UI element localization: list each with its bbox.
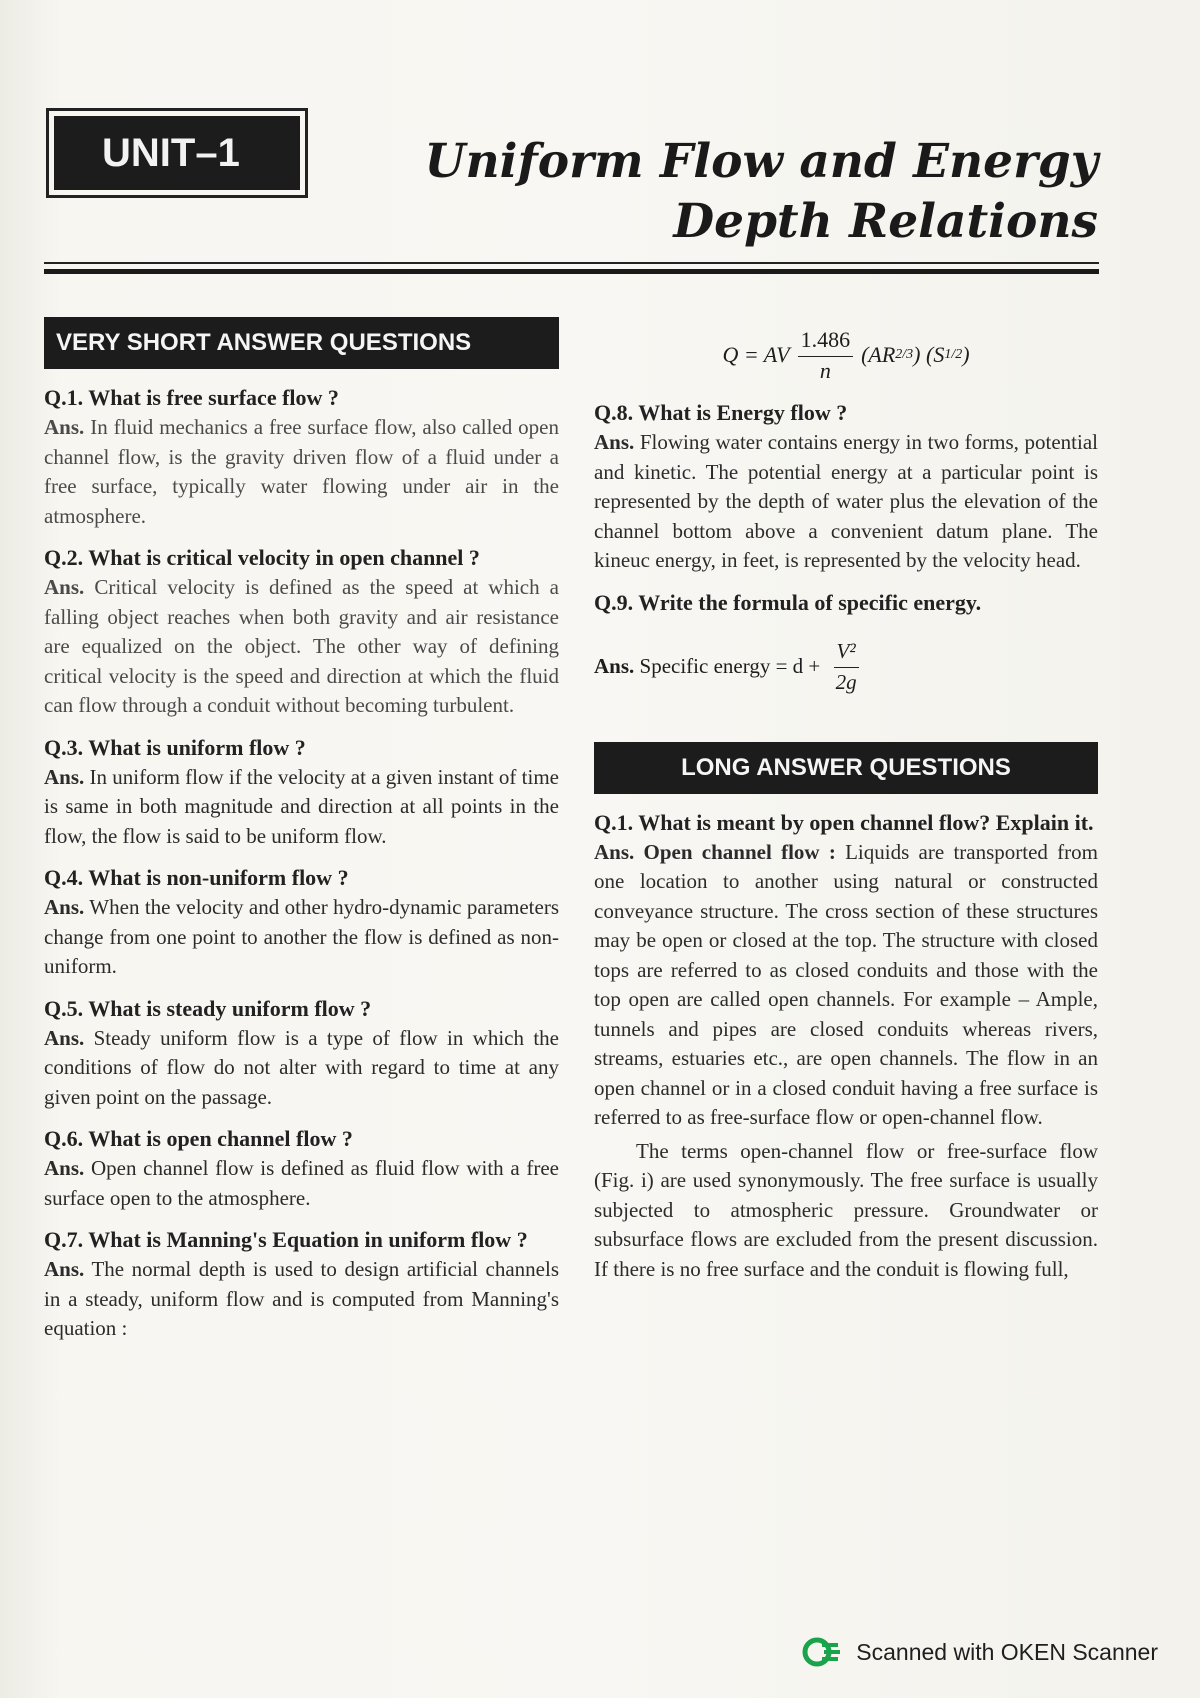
- qa-item: [44, 383, 559, 531]
- chapter-title: [398, 132, 1098, 252]
- qa-item: [594, 398, 1098, 576]
- answer-lead: Ans.: [594, 654, 635, 678]
- fraction-numerator: V²: [834, 637, 859, 668]
- manning-fraction: [798, 326, 854, 385]
- manning-denominator: n: [819, 357, 831, 383]
- qa-item: [594, 808, 1098, 1285]
- question: Q.8. What is Energy flow ?: [594, 400, 848, 425]
- scanner-logo-icon: [802, 1635, 842, 1669]
- question: Q.2. What is critical velocity in open channel ?: [44, 545, 480, 570]
- very-short-heading: VERY SHORT ANSWER QUESTIONS: [44, 317, 559, 369]
- left-column: [44, 317, 559, 1356]
- unit-label: UNIT–1: [54, 116, 300, 190]
- chapter-title-line2: Depth Relations: [673, 194, 1098, 249]
- qa-item: [44, 863, 559, 982]
- question: Q.3. What is uniform flow ?: [44, 734, 306, 760]
- qa-item: [44, 733, 559, 852]
- chapter-title-line1: Uniform Flow and Energy: [424, 134, 1098, 189]
- question: Q.7. What is Manning's Equation in uniform flow ?: [44, 1227, 528, 1252]
- fraction-denominator: 2g: [835, 670, 857, 694]
- answer: Ans. Flowing water contains energy in two forms, potential and kinetic. The potential energy at a particular point is represented by the depth of water plus the elevation of the channel bottom above a convenient datum plane. The kineuc energy, in feet, is represented by the velocity head.: [594, 430, 1098, 572]
- answer: Ans. In uniform flow if the velocity at a given instant of time is same in both magnitude and direction at all points in the flow, the flow is said to be uniform flow.: [44, 764, 559, 848]
- title-divider: [44, 262, 1099, 274]
- answer: Ans. Steady uniform flow is a type of flow in which the conditions of flow do not alter with regard to time at any given point on the passage.: [44, 1025, 559, 1109]
- answer: Ans. Critical velocity is defined as the speed at which a falling object reaches when both gravity and air resistance are equalized on the object. The other way of defining critical velocity is the speed and direction at which the fluid can flow through a conduit without becoming turbulent.: [44, 575, 559, 717]
- specific-energy-formula: [594, 628, 1098, 706]
- answer-text: Specific energy = d +: [634, 654, 826, 678]
- specific-energy-fraction: [834, 637, 859, 696]
- scanner-watermark: [802, 1635, 1158, 1669]
- answer: Ans. In fluid mechanics a free surface flow, also called open channel flow, is the gravity driven flow of a fluid under a free surface, typically water flowing under air in the atmosphere.: [44, 415, 559, 528]
- qa-item: [44, 1124, 559, 1213]
- qa-item: [44, 543, 559, 721]
- right-column: [594, 322, 1098, 1296]
- question: Q.9. Write the formula of specific energy.: [594, 589, 982, 615]
- answer-paragraph: The terms open-channel flow or free-surface flow (Fig. i) are used synonymously. The free surface is usually subjected to atmospheric pressure. Groundwater or subsurface flows are excluded from the present discussion. If there is no free surface and the conduit is flowing full,: [594, 1138, 1098, 1281]
- qa-item: [594, 588, 1098, 706]
- manning-exp1: 2/3: [895, 347, 914, 362]
- manning-numerator: 1.486: [798, 326, 854, 357]
- question: Q.6. What is open channel flow ?: [44, 1126, 353, 1151]
- manning-term1: (AR: [861, 342, 896, 367]
- answer: Ans. Open channel flow is defined as fluid flow with a free surface open to the atmosphere.: [44, 1156, 559, 1210]
- manning-close: ): [962, 342, 970, 367]
- question: Q.5. What is steady uniform flow ?: [44, 995, 372, 1021]
- manning-term2: ) (S: [913, 342, 945, 367]
- manning-equation: [594, 322, 1098, 388]
- answer: Ans. Open channel flow : Liquids are transported from one location to another using natural or constructed conveyance structure. The cross section of these structures may be open or closed at the top. The structure with closed tops are referred to as closed conduits and those with the top open are called open channels. For example – Ample, tunnels and pipes are closed conduits whereas rivers, streams, estuaries etc., are open channels. The flow in an open channel or in a closed conduit having a free surface is referred to as free-surface flow or open-channel flow.: [594, 839, 1098, 1129]
- long-answer-heading: LONG ANSWER QUESTIONS: [594, 742, 1098, 794]
- scanner-stamp-text: Scanned with OKEN Scanner: [856, 1638, 1158, 1665]
- manning-exp2: 1/2: [944, 347, 963, 362]
- unit-label-box: [46, 108, 308, 198]
- manning-lhs: Q = AV: [722, 342, 790, 367]
- answer: Ans. The normal depth is used to design artificial channels in a steady, uniform flow and is computed from Manning's equation :: [44, 1257, 559, 1340]
- answer: Ans. When the velocity and other hydro-dynamic parameters change from one point to another the flow is defined as non-uniform.: [44, 895, 559, 978]
- qa-item: [44, 994, 559, 1113]
- question: Q.4. What is non-uniform flow ?: [44, 865, 349, 890]
- question: Q.1. What is free surface flow ?: [44, 385, 339, 410]
- question: Q.1. What is meant by open channel flow? Explain it.: [594, 809, 1094, 835]
- qa-item: [44, 1225, 559, 1344]
